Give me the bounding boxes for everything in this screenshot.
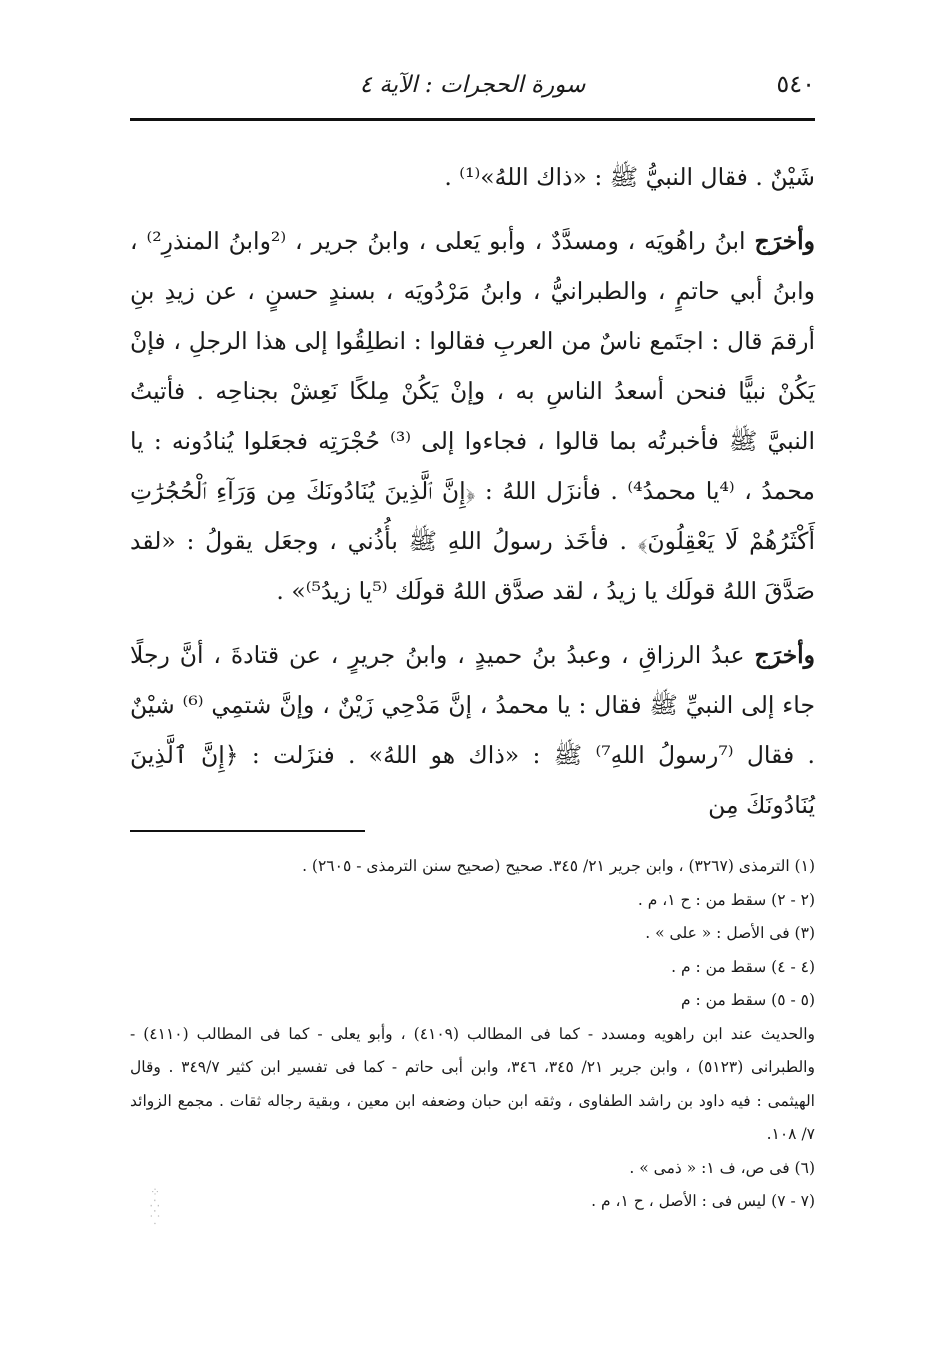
scan-speck: ⁘ ⁛ ⸪ — [150, 1185, 161, 1227]
header-rule — [130, 118, 815, 121]
page-number: ٥٤٠ — [776, 70, 815, 98]
footnotes — [130, 850, 815, 1219]
paragraph-text: عبدُ الرزاقِ ، وعبدُ بنُ حميدٍ ، وابنُ جريرٍ ، عن قتادةَ ، أنَّ رجلًا جاء إلى النبيِّ ﷺ فقال : يا محمدُ ، إنَّ مَدْحِي زَيْنٌ ، وإنَّ شتمِي ⁽⁶⁾ شيْنٌ . فقال ⁽⁷رسولُ اللهِ⁷⁾ ﷺ : «ذاك هو اللهُ» . فنزَلت : ﴿إِنَّ ٱلَّذِينَ يُنَادُونَكَ مِن — [130, 641, 815, 819]
paragraph-text: شَيْنٌ . فقال النبيُّ ﷺ : «ذاك اللهُ»⁽¹⁾ . — [444, 163, 815, 191]
page-header — [130, 60, 815, 114]
paragraph-3 — [130, 630, 815, 830]
footnote: (٦) فى ص، ف ١: « ذمى » . — [629, 1158, 815, 1177]
main-text — [130, 152, 815, 830]
paragraph-lead-word: وأخرَج — [754, 641, 815, 669]
footnote: (٤ - ٤) سقط من : م . — [671, 957, 815, 976]
footnote-commentary: والحديث عند ابن راهويه ومسدد - كما فى المطالب (٤١٠٩) ، وأبو يعلى - كما فى المطالب (٤١١٠) - والطبرانى (٥١٢٣) ، وابن جرير ٢١/ ٣٤٥، ٣٤٦، وابن أبى حاتم - كما فى تفسير ابن كثير ٣٤٩/٧ . وقال الهيثمى : فيه داود بن راشد الطفاوى ، وثقه ابن حبان وضعفه ابن معين ، وبقية رجاله ثقات . مجمع الزوائد ٧/ ١٠٨. — [130, 1024, 815, 1143]
paragraph-1 — [130, 152, 815, 202]
footnote: (١) الترمذى (٣٢٦٧) ، وابن جرير ٢١/ ٣٤٥. صحيح (صحيح سنن الترمذى - ٢٦٠٥) . — [302, 857, 815, 875]
footnote: (٧ - ٧) ليس فى : الأصل ، ح ١، م . — [591, 1192, 815, 1210]
footnote: (٢ - ٢) سقط من : ح ١، م . — [637, 890, 815, 909]
footnote: (٥ - ٥) سقط من : م — [680, 991, 815, 1009]
footnote: (٣) فى الأصل : « على » . — [645, 924, 815, 942]
paragraph-2 — [130, 216, 815, 616]
footnote-rule — [130, 830, 365, 832]
paragraph-lead-word: وأخرَج — [754, 227, 815, 255]
running-title: سورة الحجرات : الآية ٤ — [359, 72, 586, 98]
paragraph-text: ابنُ راهُويَه ، ومسدَّدٌ ، وأبو يَعلى ، وابنُ جرير ، ⁽²وابنُ المنذرِ²⁾ ، وابنُ أبي حاتمٍ ، والطبرانيُّ ، وابنُ مَرْدُويَه ، بسندٍ حسنٍ ، عن زيدِ بنِ أرقمَ قال : اجتَمع ناسٌ من العربِ فقالوا : انطلِقُوا إلى هذا الرجلِ ، فإنْ يَكُنْ نبيًّا فنحن أسعدُ الناسِ به ، وإنْ يَكُنْ مِلكًا نَعِشْ بجناحِه . فأتيتُ النبيَّ ﷺ فأخبرتُه بما قالوا ، فجاءوا إلى ⁽³⁾ حُجْرَتِه فجعَلوا يُنادُونه : يا محمدُ ، ⁽⁴يا محمدُ⁴⁾ . فأنزَل اللهُ : ﴿إِنَّ ٱلَّذِينَ يُنَادُونَكَ مِن وَرَآءِ ٱلْحُجُرَٰتِ أَكْثَرُهُمْ لَا يَعْقِلُونَ﴾ . فأخَذ رسولُ اللهِ ﷺ بأُذُني ، وجعَل يقولُ : «لقد صَدَّقَ اللهُ قولَك يا زيدُ ، لقد صدَّق اللهُ قولَك ⁽⁵يا زيدُ⁵⁾» . — [130, 227, 815, 605]
book-page — [130, 60, 815, 1290]
